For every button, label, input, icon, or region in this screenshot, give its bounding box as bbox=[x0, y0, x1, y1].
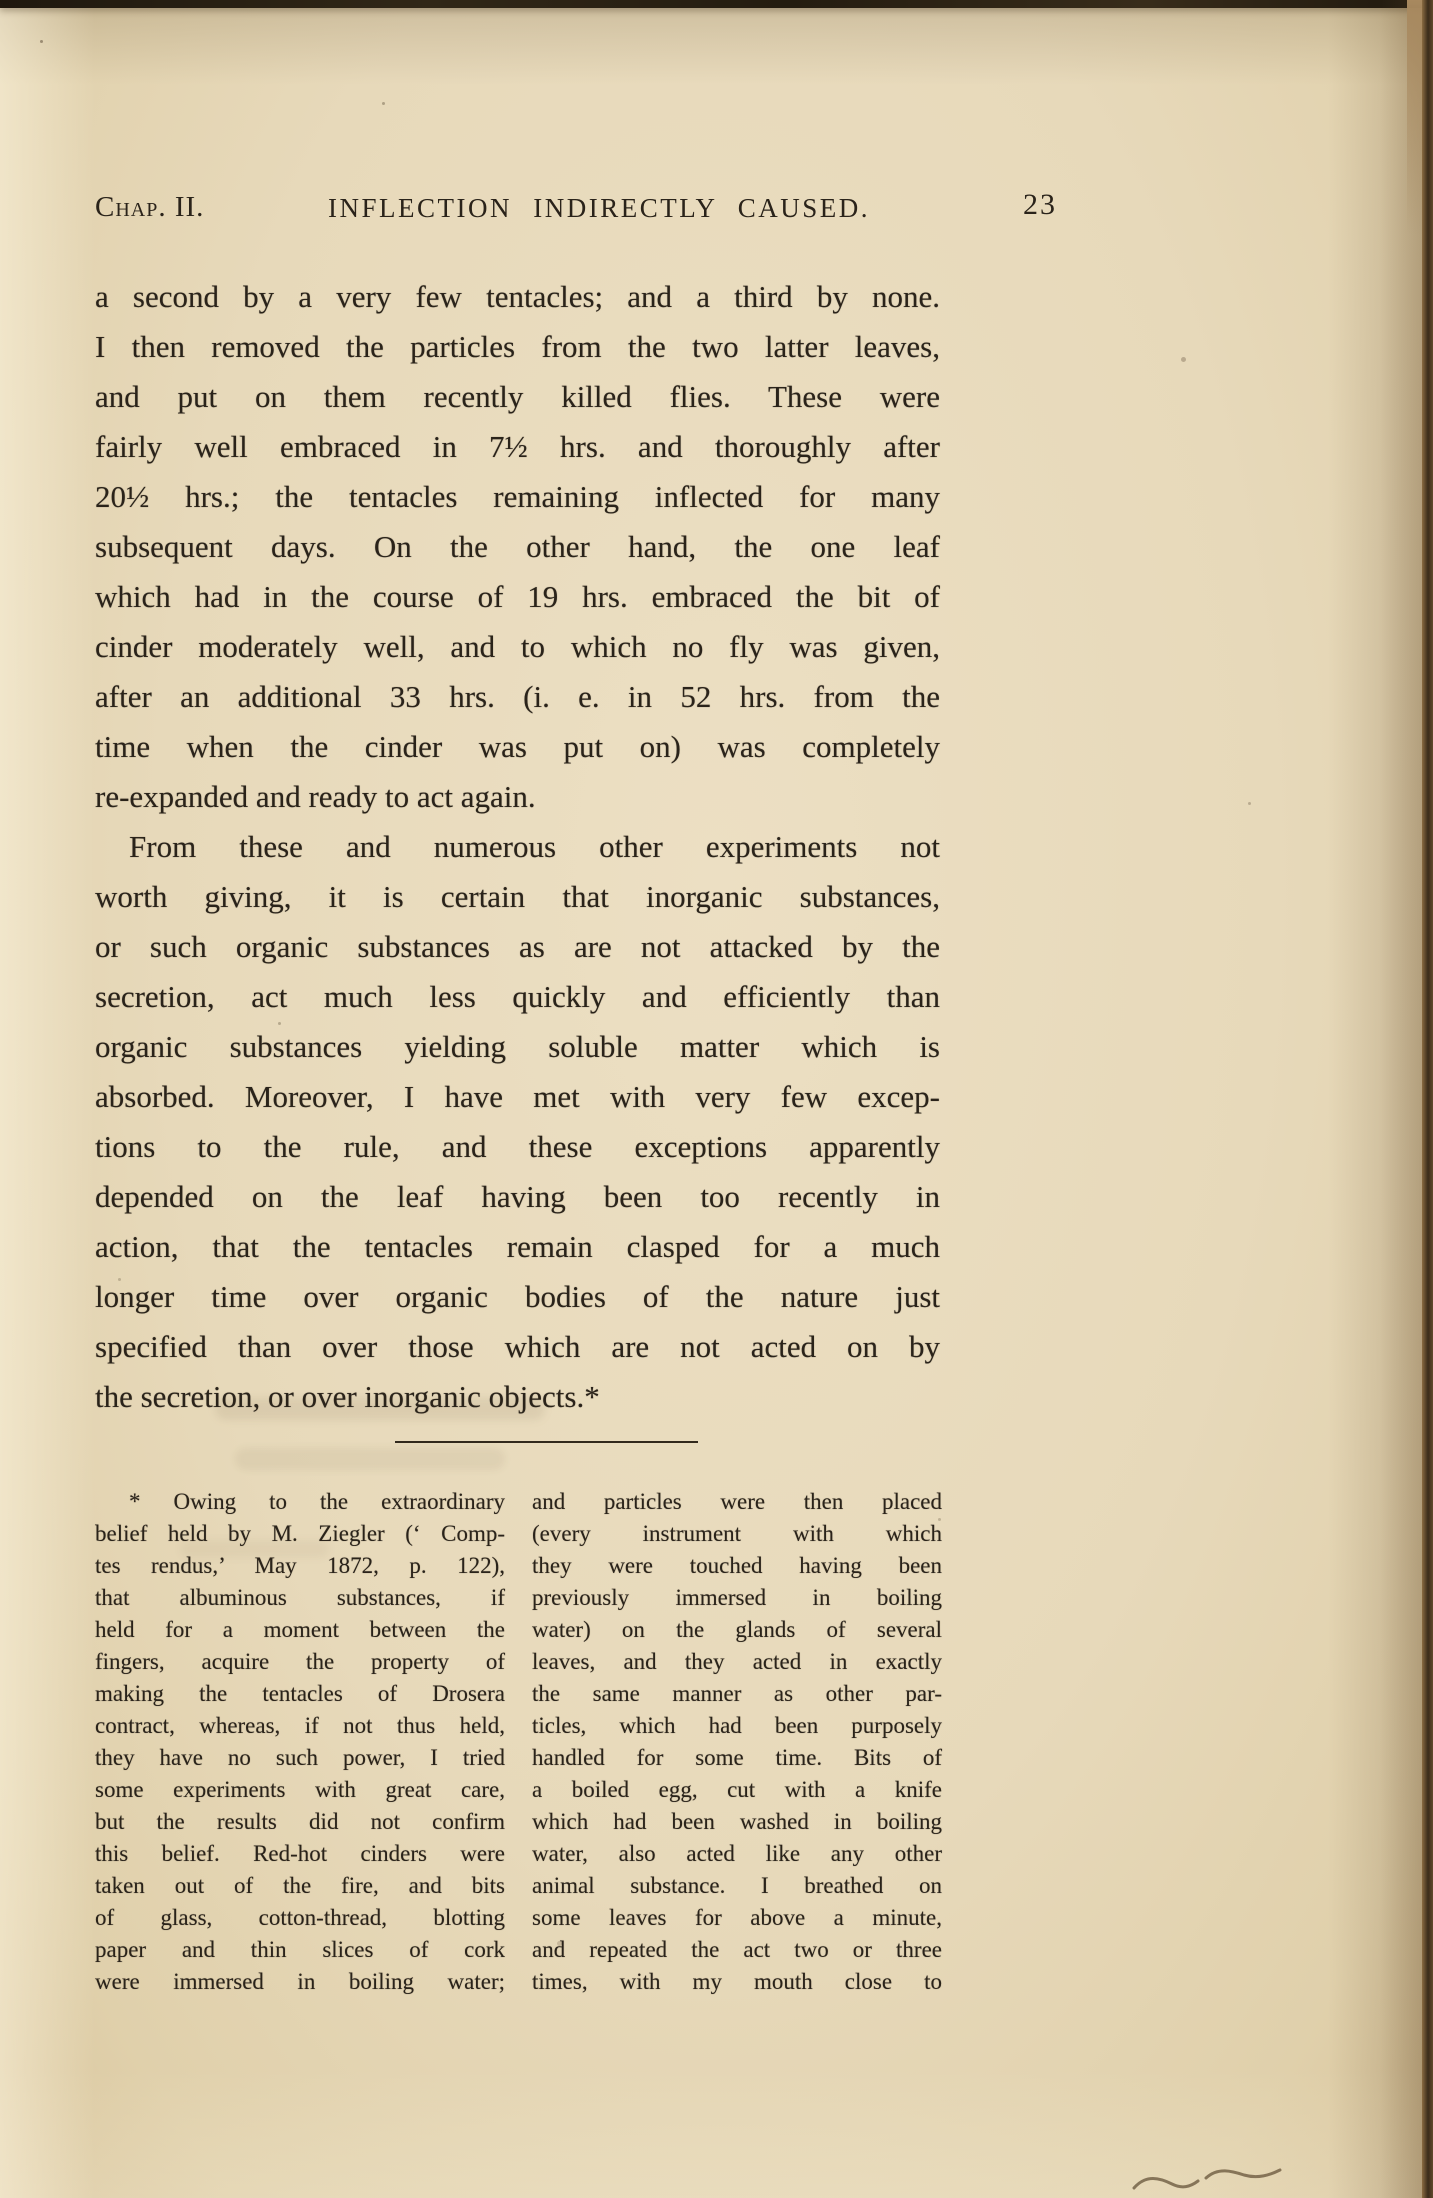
text-line: absorbed. Moreover, I have met with very few excep- bbox=[95, 1079, 940, 1114]
footnote-line: were immersed in boiling water; bbox=[95, 1969, 505, 1994]
footnote-line: water, also acted like any other bbox=[532, 1841, 942, 1866]
text-line: specified than over those which are not acted on by bbox=[95, 1329, 940, 1364]
text-line: secretion, act much less quickly and efficiently than bbox=[95, 979, 940, 1014]
paragraph-2 bbox=[95, 822, 940, 1422]
footnote-line: that albuminous substances, if bbox=[95, 1585, 505, 1610]
text-line: after an additional 33 hrs. (i. e. in 52 hrs. from the bbox=[95, 679, 940, 714]
text-line: and put on them recently killed flies. These were bbox=[95, 379, 940, 414]
text-line: a second by a very few tentacles; and a third by none. bbox=[95, 279, 940, 314]
footnote-line: previously immersed in boiling bbox=[532, 1585, 942, 1610]
text-line: longer time over organic bodies of the nature just bbox=[95, 1279, 940, 1314]
text-line: re-expanded and ready to act again. bbox=[95, 779, 536, 814]
ink-squiggle-mark bbox=[1128, 2162, 1288, 2198]
footnote-line: a boiled egg, cut with a knife bbox=[532, 1777, 942, 1802]
paper-specks bbox=[40, 40, 43, 43]
footnote bbox=[95, 1486, 942, 1998]
footnote-line: ticles, which had been purposely bbox=[532, 1713, 942, 1738]
footnote-line: which had been washed in boiling bbox=[532, 1809, 942, 1834]
text-line: the secretion, or over inorganic objects.* bbox=[95, 1379, 600, 1414]
footnote-left-column bbox=[95, 1486, 505, 1998]
footnote-line: and particles were then placed bbox=[532, 1489, 942, 1514]
footnote-right-column bbox=[532, 1486, 942, 1998]
footnote-line: taken out of the fire, and bits bbox=[95, 1873, 505, 1898]
footnote-line: some experiments with great care, bbox=[95, 1777, 505, 1802]
page-number: 23 bbox=[1023, 188, 1057, 221]
footnote-line: but the results did not confirm bbox=[95, 1809, 505, 1834]
footnote-line: water) on the glands of several bbox=[532, 1617, 942, 1642]
main-text bbox=[95, 272, 940, 1422]
running-header bbox=[95, 188, 1065, 228]
footnote-line: contract, whereas, if not thus held, bbox=[95, 1713, 505, 1738]
text-line: cinder moderately well, and to which no fly was given, bbox=[95, 629, 940, 664]
text-line: which had in the course of 19 hrs. embraced the bit of bbox=[95, 579, 940, 614]
footnote-line: the same manner as other par- bbox=[532, 1681, 942, 1706]
footnote-line: and repeated the act two or three bbox=[532, 1937, 942, 1962]
text-line: or such organic substances as are not attacked by the bbox=[95, 929, 940, 964]
text-line: From these and numerous other experiments not bbox=[129, 829, 940, 864]
footnote-line: handled for some time. Bits of bbox=[532, 1745, 942, 1770]
footnote-line: this belief. Red-hot cinders were bbox=[95, 1841, 505, 1866]
footnote-line: times, with my mouth close to bbox=[532, 1969, 942, 1994]
chapter-label: Chap. II. bbox=[95, 191, 205, 223]
show-through-smudge bbox=[235, 1448, 505, 1470]
footnote-line: making the tentacles of Drosera bbox=[95, 1681, 505, 1706]
text-line: worth giving, it is certain that inorganic substances, bbox=[95, 879, 940, 914]
text-line: tions to the rule, and these exceptions apparently bbox=[95, 1129, 940, 1164]
running-title: INFLECTION INDIRECTLY CAUSED. bbox=[328, 193, 871, 223]
text-line: 20½ hrs.; the tentacles remaining inflected for many bbox=[95, 479, 940, 514]
footnote-line: tes rendus,’ May 1872, p. 122), bbox=[95, 1553, 505, 1578]
footnote-line: they were touched having been bbox=[532, 1553, 942, 1578]
text-line: fairly well embraced in 7½ hrs. and thoroughly after bbox=[95, 429, 940, 464]
footnote-line: (every instrument with which bbox=[532, 1521, 942, 1546]
footnote-line: * Owing to the extraordinary bbox=[129, 1489, 505, 1514]
page-top-edge bbox=[0, 0, 1433, 8]
text-line: depended on the leaf having been too recently in bbox=[95, 1179, 940, 1214]
text-line: action, that the tentacles remain clasped for a much bbox=[95, 1229, 940, 1264]
text-line: I then removed the particles from the two latter leaves, bbox=[95, 329, 940, 364]
footnote-line: held for a moment between the bbox=[95, 1617, 505, 1642]
footnote-line: they have no such power, I tried bbox=[95, 1745, 505, 1770]
footnote-line: of glass, cotton-thread, blotting bbox=[95, 1905, 505, 1930]
text-line: subsequent days. On the other hand, the one leaf bbox=[95, 529, 940, 564]
footnote-line: belief held by M. Ziegler (‘ Comp- bbox=[95, 1521, 505, 1546]
footnote-divider bbox=[395, 1441, 698, 1443]
footnote-line: fingers, acquire the property of bbox=[95, 1649, 505, 1674]
text-line: organic substances yielding soluble matter which is bbox=[95, 1029, 940, 1064]
footnote-line: some leaves for above a minute, bbox=[532, 1905, 942, 1930]
paragraph-1 bbox=[95, 272, 940, 822]
page-right-edge bbox=[1422, 0, 1433, 2198]
footnote-line: leaves, and they acted in exactly bbox=[532, 1649, 942, 1674]
page-right-shadow bbox=[1380, 0, 1422, 2198]
footnote-line: paper and thin slices of cork bbox=[95, 1937, 505, 1962]
footnote-line: animal substance. I breathed on bbox=[532, 1873, 942, 1898]
text-line: time when the cinder was put on) was completely bbox=[95, 729, 940, 764]
